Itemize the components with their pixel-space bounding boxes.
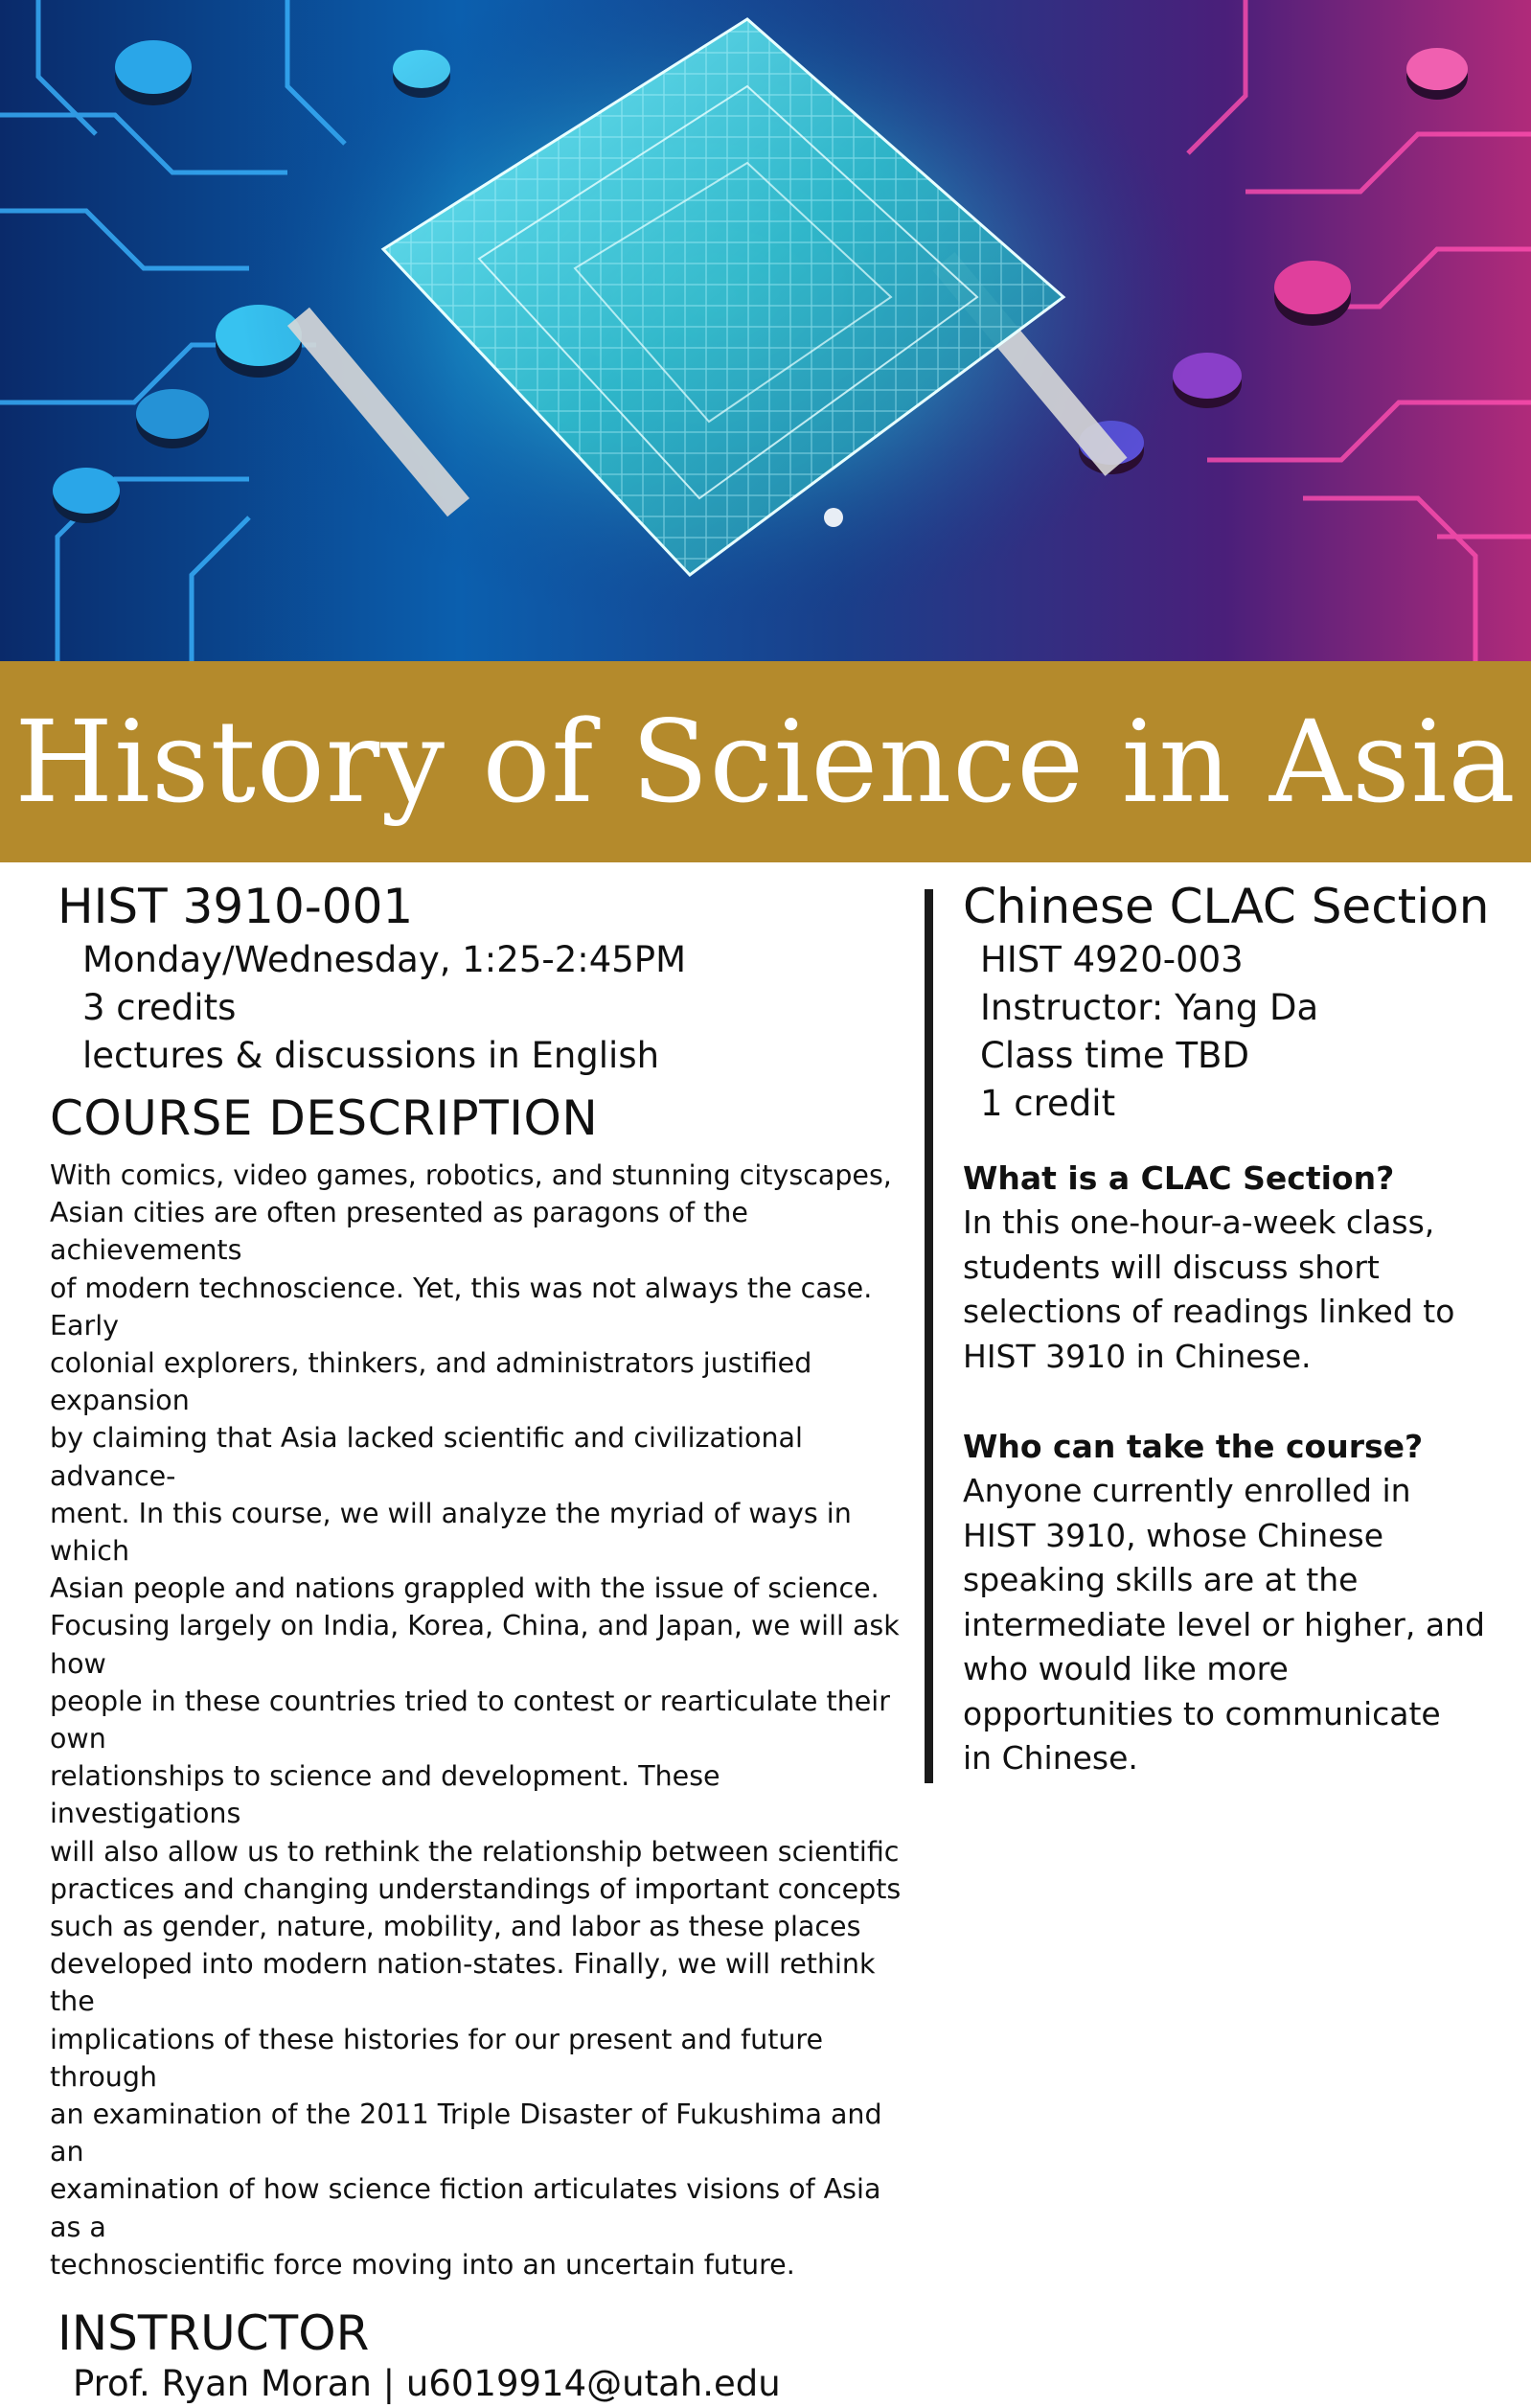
description-line: of modern technoscience. Yet, this was not always the case. Early	[50, 1272, 873, 1342]
answer-line: in Chinese.	[963, 1739, 1138, 1777]
clac-instructor: Instructor: Yang Da	[980, 987, 1319, 1028]
answer-line: speaking skills are at the	[963, 1561, 1359, 1598]
description-line: Asian people and nations grappled with the issue of science.	[50, 1572, 880, 1605]
answer-line: who would like more	[963, 1650, 1289, 1687]
answer-line: opportunities to communicate	[963, 1694, 1441, 1732]
description-line: by claiming that Asia lacked scientific and civilizational advance-	[50, 1422, 803, 1492]
description-line: people in these countries tried to contest or rearticulate their own	[50, 1685, 890, 1755]
description-line: technoscientific force moving into an uncertain future.	[50, 2248, 795, 2281]
clac-credit: 1 credit	[980, 1083, 1116, 1124]
answer-line: In this one-hour-a-week class,	[963, 1204, 1435, 1241]
answer-line: HIST 3910, whose Chinese	[963, 1516, 1384, 1554]
clac-answer-what	[963, 1201, 1499, 1379]
clac-course-code: HIST 4920-003	[980, 939, 1244, 980]
description-line: implications of these histories for our present and future through	[50, 2023, 824, 2093]
clac-question-who: Who can take the course?	[963, 1428, 1424, 1465]
description-line: practices and changing understandings of important concepts	[50, 1872, 902, 1905]
description-line: With comics, video games, robotics, and stunning cityscapes,	[50, 1159, 892, 1191]
description-line: ment. In this course, we will analyze the myriad of ways in which	[50, 1497, 852, 1568]
instructor-heading: INSTRUCTOR	[57, 2305, 370, 2362]
description-line: Asian cities are often presented as paragons of the achievements	[50, 1197, 748, 1267]
title-band	[0, 661, 1531, 862]
clac-class-time: Class time TBD	[980, 1035, 1249, 1076]
clac-answer-who	[963, 1469, 1499, 1781]
description-line: developed into modern nation-states. Finally, we will rethink the	[50, 1948, 876, 2018]
course-format: lectures & discussions in English	[82, 1035, 660, 1076]
clac-section-column	[963, 877, 1499, 1781]
course-code: HIST 3910-001	[57, 879, 414, 934]
instructor-contact: Prof. Ryan Moran | u6019914@utah.edu	[73, 2363, 781, 2405]
answer-line: students will discuss short	[963, 1248, 1380, 1286]
answer-line: HIST 3910 in Chinese.	[963, 1337, 1312, 1375]
course-description-text	[50, 1157, 917, 2283]
clac-question-what: What is a CLAC Section?	[963, 1159, 1395, 1197]
course-schedule: Monday/Wednesday, 1:25-2:45PM	[82, 939, 687, 980]
page-title: History of Science in Asia	[14, 696, 1517, 828]
course-credits: 3 credits	[82, 987, 237, 1028]
description-line: colonial explorers, thinkers, and administrators justified expansion	[50, 1347, 812, 1417]
circuit-chip-illustration	[0, 0, 1531, 661]
description-line: Focusing largely on India, Korea, China, and Japan, we will ask how	[50, 1610, 900, 1680]
column-divider	[925, 889, 933, 1783]
answer-line: intermediate level or higher, and	[963, 1605, 1485, 1643]
description-line: relationships to science and development. These investigations	[50, 1760, 720, 1830]
course-description-heading: COURSE DESCRIPTION	[50, 1090, 599, 1146]
description-line: examination of how science fiction articulates visions of Asia as a	[50, 2173, 881, 2243]
description-line: such as gender, nature, mobility, and labor as these places	[50, 1911, 861, 1943]
description-line: will also allow us to rethink the relationship between scientific	[50, 1835, 900, 1868]
clac-section-title: Chinese CLAC Section	[963, 879, 1490, 934]
circuit-board-hero-image	[0, 0, 1531, 661]
answer-line: selections of readings linked to	[963, 1293, 1455, 1330]
description-line: an examination of the 2011 Triple Disaster of Fukushima and an	[50, 2098, 882, 2168]
course-info-column	[50, 877, 912, 2408]
answer-line: Anyone currently enrolled in	[963, 1472, 1411, 1509]
